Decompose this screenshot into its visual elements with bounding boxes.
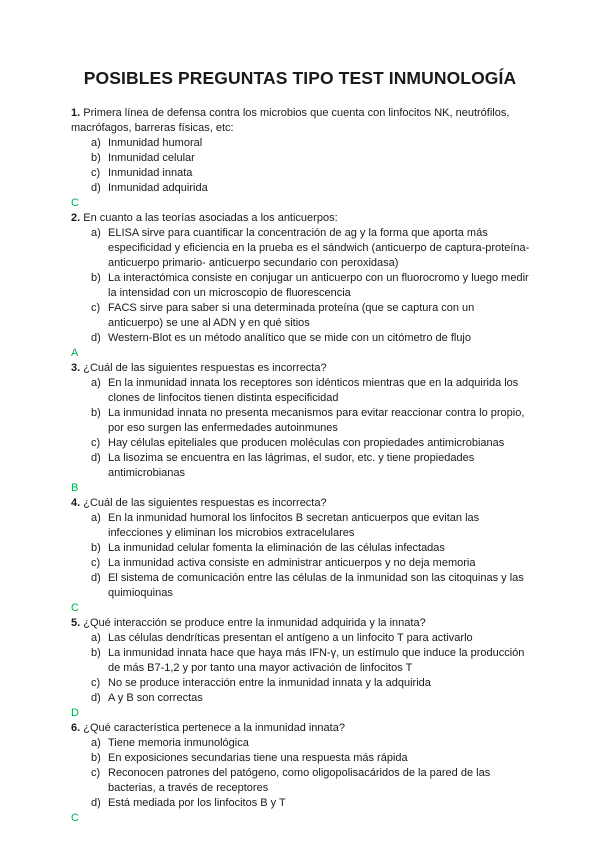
option-text: Tiene memoria inmunológica xyxy=(108,737,249,749)
answer-key: D xyxy=(71,707,79,719)
option-label: d) xyxy=(91,182,101,194)
option-text: La inmunidad innata hace que haya más IFN-γ, un estímulo que induce la producción de más B7-1,2 y por tanto una mayor activación de linfocitos T xyxy=(108,647,525,674)
option-text: En la inmunidad humoral los linfocitos B secretan anticuerpos que evitan las infecciones y eliminan los microbios extracelulares xyxy=(108,512,480,539)
option-text: La inmunidad activa consiste en administrar anticuerpos y no deja memoria xyxy=(108,557,476,569)
option-label: d) xyxy=(91,572,101,584)
option-label: a) xyxy=(91,137,101,149)
option-item xyxy=(71,631,531,646)
option-label: b) xyxy=(91,272,101,284)
option-text: A y B son correctas xyxy=(108,692,203,704)
option-item xyxy=(71,571,531,601)
option-list xyxy=(71,631,531,706)
option-item xyxy=(71,541,531,556)
option-text: El sistema de comunicación entre las células de la inmunidad son las citoquinas y las quimioquinas xyxy=(108,572,524,599)
question-stem: Primera línea de defensa contra los microbios que cuenta con linfocitos NK, neutrófilos, macrófagos, barreras físicas, etc: xyxy=(71,107,510,134)
option-list xyxy=(71,376,531,481)
option-label: b) xyxy=(91,542,101,554)
option-item xyxy=(71,691,531,706)
option-item xyxy=(71,226,531,271)
option-list xyxy=(71,136,531,196)
option-text: FACS sirve para saber si una determinada proteína (que se captura con un anticuerpo) se une al ADN y en qué sitios xyxy=(108,302,475,329)
answer-key: C xyxy=(71,602,79,614)
answer-key: A xyxy=(71,347,79,359)
option-label: d) xyxy=(91,692,101,704)
option-text: Hay células epiteliales que producen moléculas con propiedades antimicrobianas xyxy=(108,437,505,449)
question-block xyxy=(71,616,531,721)
page-title: POSIBLES PREGUNTAS TIPO TEST INMUNOLOGÍA xyxy=(83,68,517,88)
question-list xyxy=(71,106,531,826)
option-text: Inmunidad celular xyxy=(108,152,195,164)
answer-key: C xyxy=(71,812,79,824)
option-item xyxy=(71,736,531,751)
question-text xyxy=(71,211,531,226)
option-item xyxy=(71,301,531,331)
option-label: b) xyxy=(91,752,101,764)
option-label: a) xyxy=(91,377,101,389)
question-stem: ¿Cuál de las siguientes respuestas es incorrecta? xyxy=(83,362,327,374)
option-item xyxy=(71,676,531,691)
option-label: d) xyxy=(91,332,101,344)
option-text: Western-Blot es un método analítico que se mide con un citómetro de flujo xyxy=(108,332,471,344)
option-list xyxy=(71,736,531,811)
option-text: La interactómica consiste en conjugar un anticuerpo con un fluorocromo y luego medir la intensidad con un microscopio de fluorescencia xyxy=(108,272,529,299)
question-number: 5. xyxy=(71,617,81,629)
question-block xyxy=(71,721,531,826)
option-label: b) xyxy=(91,152,101,164)
option-text: En exposiciones secundarias tiene una respuesta más rápida xyxy=(108,752,408,764)
option-list xyxy=(71,511,531,601)
question-text xyxy=(71,361,531,376)
option-item xyxy=(71,766,531,796)
answer-key: B xyxy=(71,482,79,494)
option-text: Reconocen patrones del patógeno, como oligopolisacáridos de la pared de las bacterias, a través de receptores xyxy=(108,767,491,794)
option-item xyxy=(71,646,531,676)
option-item xyxy=(71,511,531,541)
question-stem: En cuanto a las teorías asociadas a los anticuerpos: xyxy=(83,212,338,224)
option-label: c) xyxy=(91,767,101,779)
option-text: La inmunidad innata no presenta mecanismos para evitar reaccionar contra lo propio, por eso surgen las enfermedades autoinmunes xyxy=(108,407,525,434)
question-text xyxy=(71,616,531,631)
answer-key: C xyxy=(71,197,79,209)
question-block xyxy=(71,496,531,616)
option-text: Inmunidad humoral xyxy=(108,137,203,149)
option-item xyxy=(71,166,531,181)
option-label: a) xyxy=(91,512,101,524)
option-item xyxy=(71,796,531,811)
option-text: ELISA sirve para cuantificar la concentración de ag y la forma que aporta más especificidad y eficiencia en la prueba es el sándwich (anticuerpo de captura-proteína-anticuerpo primario- anticuerpo secundario con peroxidasa) xyxy=(108,227,530,269)
question-stem: ¿Qué interacción se produce entre la inmunidad adquirida y la innata? xyxy=(83,617,426,629)
question-stem: ¿Qué característica pertenece a la inmunidad innata? xyxy=(83,722,345,734)
option-text: Está mediada por los linfocitos B y T xyxy=(108,797,286,809)
question-number: 4. xyxy=(71,497,81,509)
option-item xyxy=(71,556,531,571)
option-label: a) xyxy=(91,632,101,644)
option-item xyxy=(71,376,531,406)
question-block xyxy=(71,361,531,496)
option-text: En la inmunidad innata los receptores son idénticos mientras que en la adquirida los clones de linfocitos tienen distinta especificidad xyxy=(108,377,519,404)
option-label: b) xyxy=(91,407,101,419)
option-label: b) xyxy=(91,647,101,659)
option-item xyxy=(71,436,531,451)
option-label: c) xyxy=(91,437,101,449)
question-text xyxy=(71,496,531,511)
question-stem: ¿Cuál de las siguientes respuestas es incorrecta? xyxy=(83,497,327,509)
question-text xyxy=(71,721,531,736)
option-text: Las células dendríticas presentan el antígeno a un linfocito T para activarlo xyxy=(108,632,473,644)
option-item xyxy=(71,406,531,436)
question-number: 6. xyxy=(71,722,81,734)
question-number: 2. xyxy=(71,212,81,224)
option-item xyxy=(71,151,531,166)
question-block xyxy=(71,211,531,361)
option-text: No se produce interacción entre la inmunidad innata y la adquirida xyxy=(108,677,431,689)
option-label: c) xyxy=(91,557,101,569)
option-item xyxy=(71,451,531,481)
option-label: a) xyxy=(91,737,101,749)
option-label: d) xyxy=(91,797,101,809)
option-label: a) xyxy=(91,227,101,239)
option-text: Inmunidad adquirida xyxy=(108,182,208,194)
option-label: d) xyxy=(91,452,101,464)
option-label: c) xyxy=(91,167,101,179)
option-label: c) xyxy=(91,677,101,689)
question-number: 3. xyxy=(71,362,81,374)
option-list xyxy=(71,226,531,346)
option-item xyxy=(71,331,531,346)
option-text: Inmunidad innata xyxy=(108,167,193,179)
question-number: 1. xyxy=(71,107,81,119)
question-block xyxy=(71,106,531,211)
question-text xyxy=(71,106,531,136)
option-item xyxy=(71,136,531,151)
option-item xyxy=(71,751,531,766)
option-text: La inmunidad celular fomenta la eliminación de las células infectadas xyxy=(108,542,445,554)
option-item xyxy=(71,271,531,301)
option-label: c) xyxy=(91,302,101,314)
option-item xyxy=(71,181,531,196)
option-text: La lisozima se encuentra en las lágrimas, el sudor, etc. y tiene propiedades antimicrobianas xyxy=(108,452,475,479)
